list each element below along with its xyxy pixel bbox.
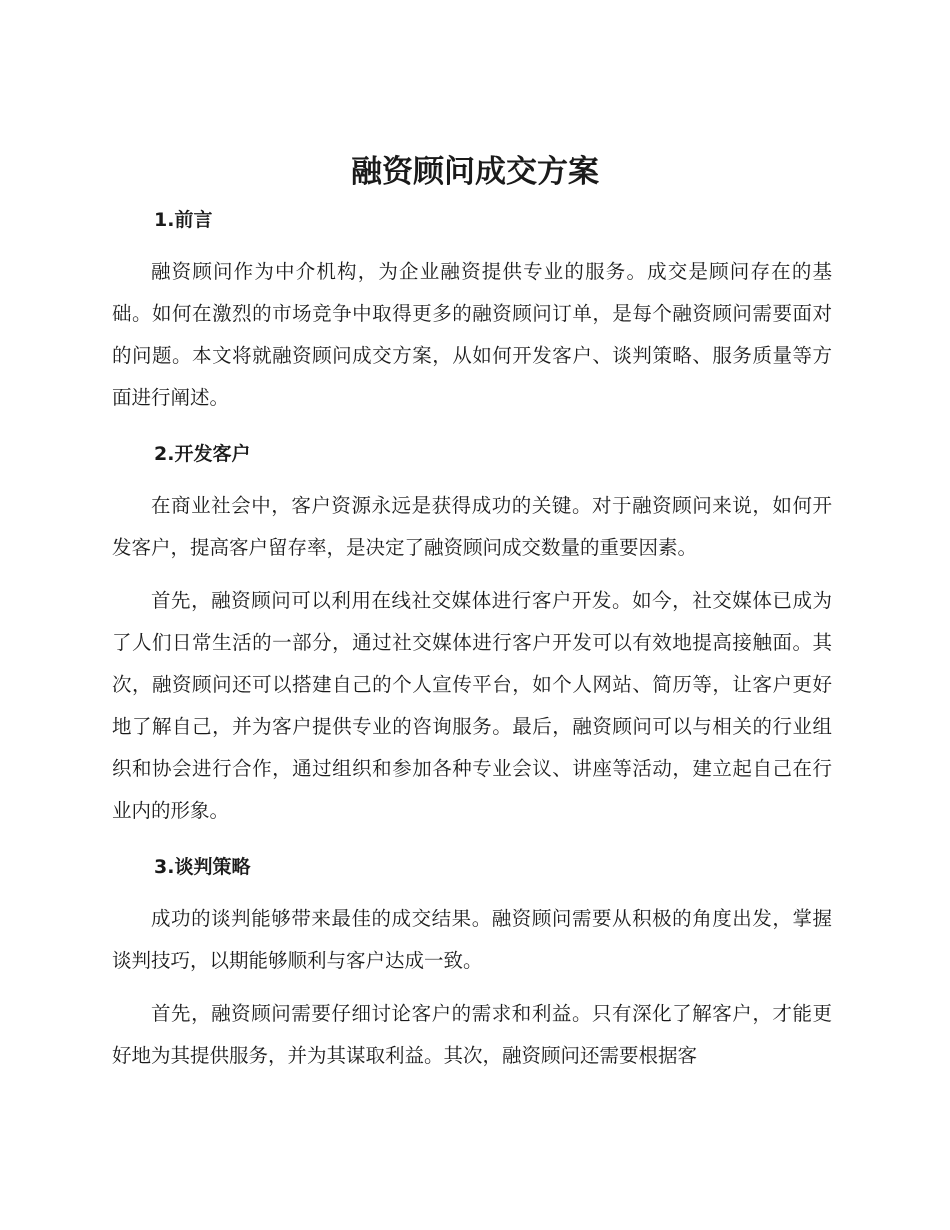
paragraph: 首先，融资顾问可以利用在线社交媒体进行客户开发。如今，社交媒体已成为了人们日常生活的一部分，通过社交媒体进行客户开发可以有效地提高接触面。其次，融资顾问还可以搭建自己的个人宣传平台，如个人网站、简历等，让客户更好地了解自己，并为客户提供专业的咨询服务。最后，融资顾问可以与相关的行业组织和协会进行合作，通过组织和参加各种专业会议、讲座等活动，建立起自己在行业内的形象。 xyxy=(112,589,832,822)
paragraph: 首先，融资顾问需要仔细讨论客户的需求和利益。只有深化了解客户，才能更好地为其提供服务，并为其谋取利益。其次，融资顾问还需要根据客 xyxy=(112,1002,832,1067)
paragraph: 融资顾问作为中介机构，为企业融资提供专业的服务。成交是顾问存在的基础。如何在激烈的市场竞争中取得更多的融资顾问订单，是每个融资顾问需要面对的问题。本文将就融资顾问成交方案，从如何开发客户、谈判策略、服务质量等方面进行阐述。 xyxy=(112,260,832,409)
document-body xyxy=(112,197,832,1077)
section-heading-negotiation-strategy: 3.谈判策略 xyxy=(154,856,251,878)
section-heading-preface: 1.前言 xyxy=(154,209,213,231)
section-heading-develop-customers: 2.开发客户 xyxy=(154,443,251,465)
paragraph: 在商业社会中，客户资源永远是获得成功的关键。对于融资顾问来说，如何开发客户，提高客户留存率，是决定了融资顾问成交数量的重要因素。 xyxy=(112,494,832,559)
paragraph: 成功的谈判能够带来最佳的成交结果。融资顾问需要从积极的角度出发，掌握谈判技巧，以期能够顺利与客户达成一致。 xyxy=(112,907,832,972)
document-title: 融资顾问成交方案 xyxy=(351,154,599,190)
